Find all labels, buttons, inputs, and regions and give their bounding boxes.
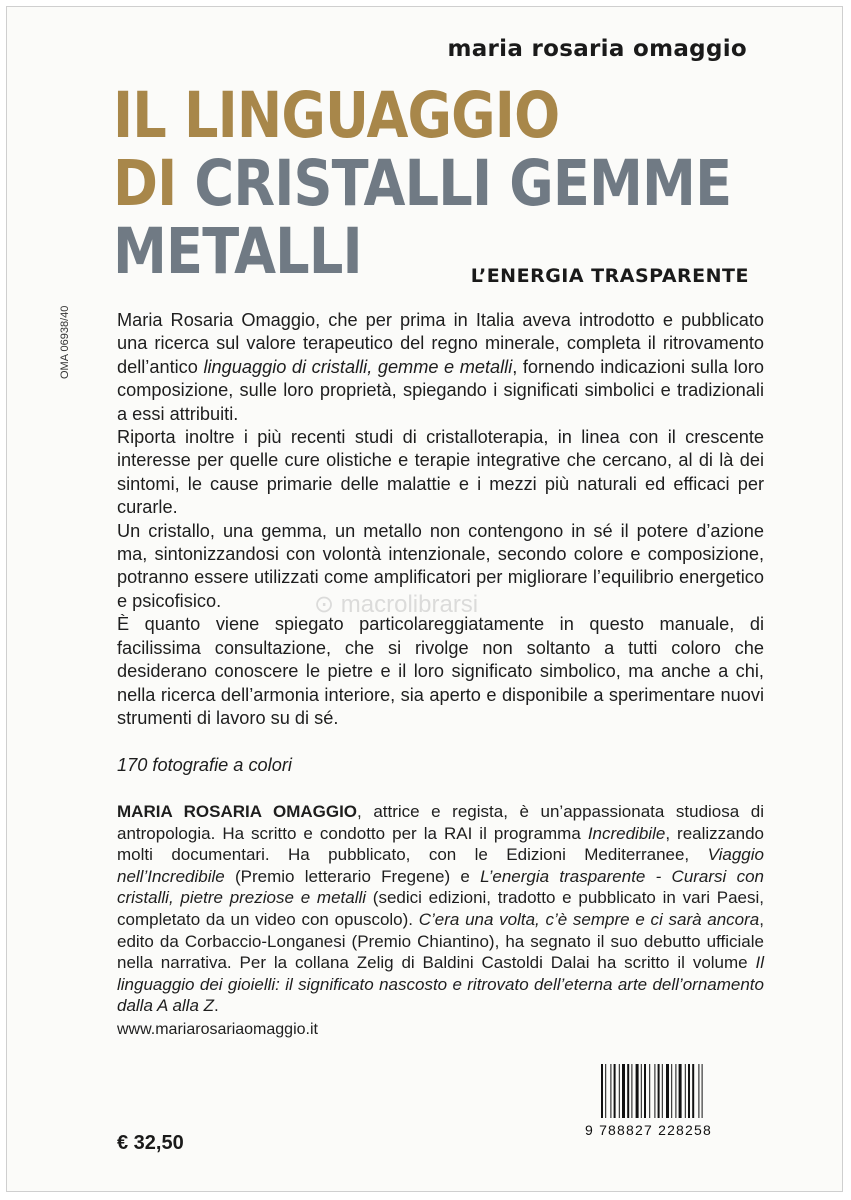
- author-website: www.mariarosariaomaggio.it: [117, 1021, 318, 1038]
- description-paragraph-4: È quanto viene spiegato particolareggiatamente in questo manuale, di facilissima consultazione, che si rivolge non soltanto a tutti coloro che desiderano conoscere le pietre e il loro significato simbolico, ma anche a chi, nella ricerca dell’armonia interiore, sia aperto e disponibile a sperimentare nuovi strumenti di lavoro su di sé.: [117, 614, 764, 728]
- description-paragraph-3: Un cristallo, una gemma, un metallo non contengono in sé il potere d’azione ma, sintonizzandosi con volontà intenzionale, secondo colore e composizione, potranno essere utilizzati come amplificatori per migliorare l’equilibrio energetico e psicofisico.: [117, 520, 764, 611]
- book-title: [113, 79, 732, 288]
- title-line-1: IL LINGUAGGIO: [113, 79, 560, 152]
- description-paragraph-2: Riporta inoltre i più recenti studi di cristalloterapia, in linea con il crescente interesse per quelle cure olistiche e terapie integrative che cercano, al di là dei sintomi, le cause primarie delle malattie e i mezzi più naturali ed efficaci per curarle.: [117, 427, 764, 518]
- barcode-bars-icon: [585, 1062, 755, 1122]
- book-description: [117, 309, 764, 730]
- title-line-3: METALLI: [113, 215, 362, 288]
- description-paragraph-1: Maria Rosaria Omaggio, che per prima in Italia aveva introdotto e pubblicato una ricerca sul valore terapeutico del regno minerale, completa il ritrovamento dell’antico linguaggio di cristalli, gemme e metalli, fornendo indicazioni sulla loro composizione, sulle loro proprietà, spiegando i significati simbolici e tradizionali a essi attribuiti.: [117, 310, 764, 424]
- watermark: ⊙ macrolibrarsi: [314, 591, 479, 618]
- book-subtitle: L’ENERGIA TRASPARENTE: [470, 265, 749, 287]
- price: € 32,50: [117, 1132, 184, 1154]
- photos-note: 170 fotografie a colori: [117, 755, 292, 775]
- author-name-header: maria rosaria omaggio: [447, 36, 747, 62]
- author-biography: MARIA ROSARIA OMAGGIO, attrice e regista, è un’appassionata studiosa di antropologia. Ha scritto e condotto per la RAI il programma Incredibile, realizzando molti documentari. Ha pubblicato, con le Edizioni Mediterranee, Viaggio nell’Incredibile (Premio letterario Fregene) e L’energia trasparente - Curarsi con cristalli, pietre preziose e metalli (sedici edizioni, tradotto e pubblicato in vari Paesi, completato da un video con opuscolo). C’era una volta, c’è sempre e ci sarà ancora, edito da Corbaccio-Longanesi (Premio Chiantino), ha segnato il suo debutto ufficiale nella narrativa. Per la collana Zelig di Baldini Castoldi Dalai ha scritto il volume Il linguaggio dei gioielli: il significato nascosto e ritrovato dell’eterna arte dell’ornamento dalla A alla Z.: [117, 802, 765, 1016]
- catalog-code: OMA 06938/40: [59, 305, 71, 379]
- title-line-2: DI CRISTALLI GEMME: [113, 147, 732, 220]
- book-back-cover: [6, 6, 843, 1192]
- isbn-digits: 9 788827 228258: [585, 1122, 712, 1138]
- watermark-logo-icon: ⊙: [314, 591, 341, 618]
- isbn-barcode: [585, 1062, 755, 1156]
